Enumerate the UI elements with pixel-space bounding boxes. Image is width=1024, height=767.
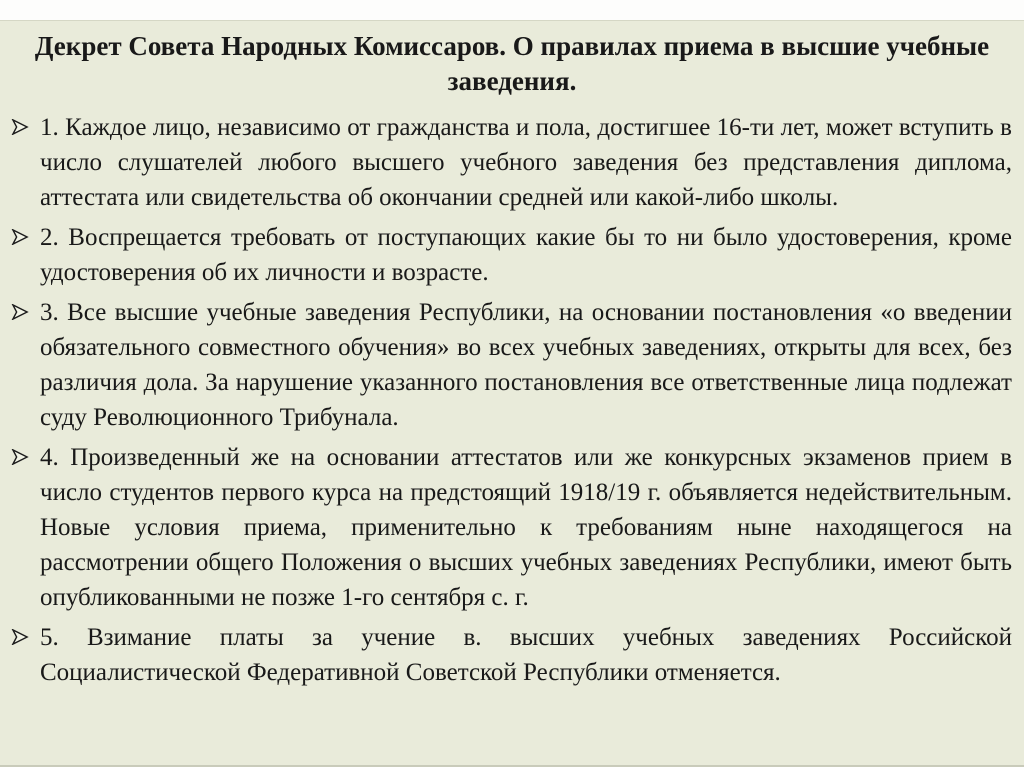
arrowhead-right-icon bbox=[8, 440, 40, 465]
arrowhead-right-icon bbox=[8, 295, 40, 320]
bullet-item-2 bbox=[8, 220, 1012, 290]
slide-content bbox=[0, 20, 1024, 767]
arrowhead-right-icon bbox=[8, 220, 40, 245]
slide-title: Декрет Совета Народных Комиссаров. О правилах приема в высшие учебные заведения. bbox=[34, 31, 990, 96]
bullet-text: 3. Все высшие учебные заведения Республики, на основании постановления «о введении обязательного совместного обучения» во всех учебных заведениях, открыты для всех, без различия дола. За нарушение указанного постановления все ответственные лица подлежат суду Революционного Трибунала. bbox=[40, 299, 1012, 431]
top-strip bbox=[0, 0, 1024, 20]
bullet-item-4 bbox=[8, 440, 1012, 615]
bullet-item-1 bbox=[8, 110, 1012, 215]
bullet-text: 5. Взимание платы за учение в. высших учебных заведениях Российской Социалистической Федеративной Советской Республики отменяется. bbox=[40, 624, 1012, 686]
bullet-text: 4. Произведенный же на основании аттестатов или же конкурсных экзаменов прием в число студентов первого курса на предстоящий 1918/19 г. объявляется недействительным. Новые условия приема, применительно к требованиям ныне находящегося на рассмотрении общего Положения о высших учебных заведениях Республики, имеют быть опубликованными не позже 1-го сентября с. г. bbox=[40, 444, 1012, 611]
bullet-item-5 bbox=[8, 620, 1012, 690]
bullet-text: 1. Каждое лицо, независимо от гражданства и пола, достигшее 16-ти лет, может вступить в число слушателей любого высшего учебного заведения без представления диплома, аттестата или свидетельства об окончании средней или какой-либо школы. bbox=[40, 114, 1012, 211]
bullet-item-3 bbox=[8, 295, 1012, 435]
bullet-list bbox=[0, 110, 1024, 690]
arrowhead-right-icon bbox=[8, 110, 40, 135]
arrowhead-right-icon bbox=[8, 620, 40, 645]
bullet-text: 2. Воспрещается требовать от поступающих какие бы то ни было удостоверения, кроме удостоверения об их личности и возрасте. bbox=[40, 224, 1012, 286]
